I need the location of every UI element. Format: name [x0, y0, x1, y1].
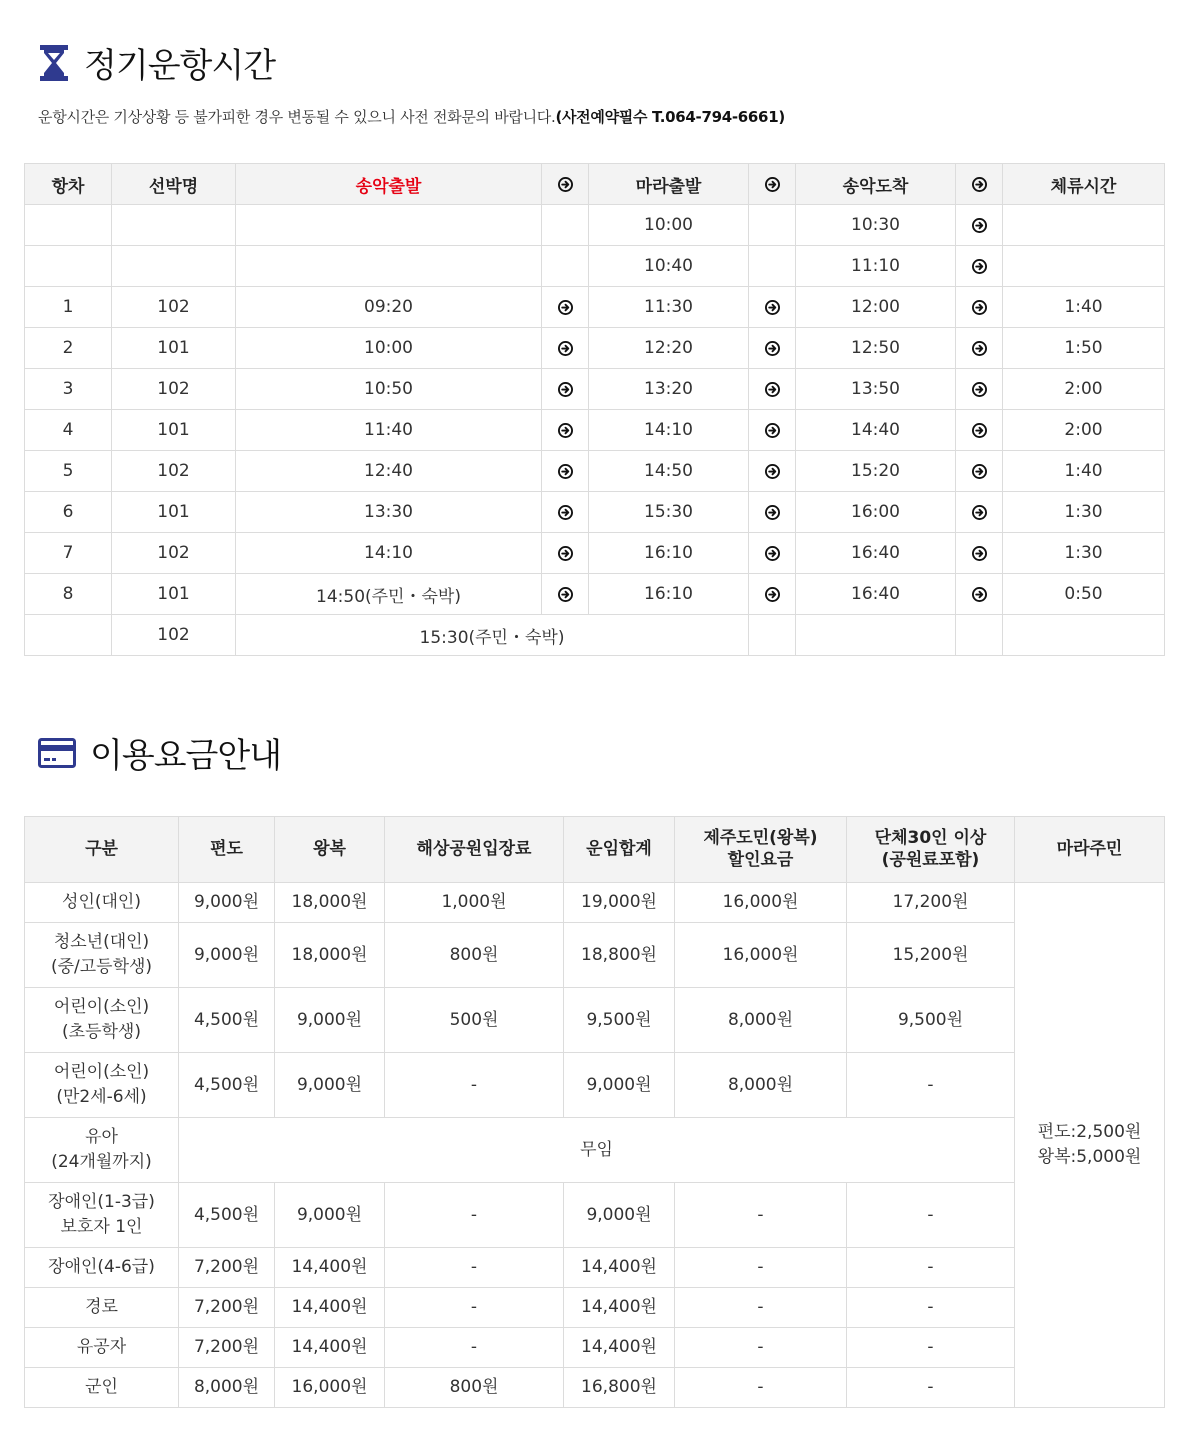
header-arrow-cell: [956, 164, 1003, 205]
resident-round: 왕복:5,000원: [1037, 1147, 1142, 1167]
total-cell: 9,000원: [564, 1183, 675, 1248]
arrow-right-circle-icon: [765, 423, 780, 438]
round-cell: 14,400원: [275, 1288, 385, 1328]
songak-depart-cell: 11:40: [236, 410, 542, 451]
park-fee-cell: 1,000원: [385, 883, 564, 923]
ship-cell: 101: [112, 328, 236, 369]
category-line1: 경로: [85, 1297, 118, 1318]
header-total: 운임합계: [564, 817, 675, 883]
jeju-cell: -: [675, 1368, 847, 1408]
jeju-cell: 8,000원: [675, 988, 847, 1053]
schedule-table: [24, 163, 1165, 656]
arrow-cell: [749, 246, 796, 287]
arrow-cell: [542, 533, 589, 574]
stay-cell: 1:30: [1003, 492, 1165, 533]
table-row: [25, 615, 1165, 656]
mara-depart-cell: 10:40: [589, 246, 749, 287]
category-cell: [25, 1053, 179, 1118]
table-row: [25, 883, 1165, 923]
mara-resident-fare-cell: [1015, 883, 1165, 1408]
ship-cell: 102: [112, 369, 236, 410]
trip-cell: [25, 205, 112, 246]
ship-cell: 101: [112, 410, 236, 451]
arrow-right-circle-icon: [972, 300, 987, 315]
category-line1: 어린이(소인): [53, 1062, 150, 1083]
songak-depart-cell: [236, 246, 542, 287]
jeju-cell: 16,000원: [675, 883, 847, 923]
table-row: [25, 451, 1165, 492]
jeju-cell: 8,000원: [675, 1053, 847, 1118]
arrow-cell: [956, 533, 1003, 574]
group-cell: -: [847, 1368, 1015, 1408]
arrow-cell: [542, 205, 589, 246]
oneway-cell: 8,000원: [179, 1368, 275, 1408]
mara-depart-cell: 15:30: [589, 492, 749, 533]
category-line1: 군인: [85, 1377, 118, 1398]
ship-cell: 102: [112, 615, 236, 656]
group-cell: 17,200원: [847, 883, 1015, 923]
songak-arrive-cell: 16:00: [796, 492, 956, 533]
arrow-cell: [749, 574, 796, 615]
table-row: [25, 1248, 1165, 1288]
arrow-cell: [956, 574, 1003, 615]
total-cell: 19,000원: [564, 883, 675, 923]
header-oneway: 편도: [179, 817, 275, 883]
header-songak-depart: 송악출발: [236, 164, 542, 205]
trip-cell: 7: [25, 533, 112, 574]
jeju-cell: 16,000원: [675, 923, 847, 988]
notice-text: 운항시간은 기상상황 등 불가피한 경우 변동될 수 있으니 사전 전화문의 바랍니다.: [38, 108, 556, 126]
songak-depart-cell: 09:20: [236, 287, 542, 328]
table-row: [25, 492, 1165, 533]
category-line1: 유아: [85, 1127, 118, 1148]
category-cell: [25, 1248, 179, 1288]
header-group: [847, 817, 1015, 883]
arrow-right-circle-icon: [558, 546, 573, 561]
arrow-right-circle-icon: [972, 259, 987, 274]
arrow-cell: [542, 492, 589, 533]
songak-depart-cell: [236, 205, 542, 246]
schedule-title: 정기운항시간: [84, 46, 276, 86]
arrow-cell: [956, 287, 1003, 328]
arrow-cell: [956, 205, 1003, 246]
arrow-cell: [542, 246, 589, 287]
arrow-cell: [749, 533, 796, 574]
fare-title: 이용요금안내: [90, 736, 282, 776]
table-row: [25, 1053, 1165, 1118]
arrow-cell: [542, 574, 589, 615]
stay-cell: 0:50: [1003, 574, 1165, 615]
category-line2: (만2세-6세): [56, 1087, 147, 1107]
songak-arrive-cell: 15:20: [796, 451, 956, 492]
round-cell: 9,000원: [275, 1053, 385, 1118]
schedule-section-title: [38, 38, 275, 87]
hourglass-icon: [38, 43, 70, 83]
round-cell: 9,000원: [275, 988, 385, 1053]
trip-cell: 3: [25, 369, 112, 410]
category-line1: 청소년(대인): [53, 932, 150, 953]
total-cell: 14,400원: [564, 1288, 675, 1328]
arrow-right-circle-icon: [765, 177, 780, 192]
park-fee-cell: 800원: [385, 1368, 564, 1408]
trip-cell: [25, 615, 112, 656]
table-row: [25, 1288, 1165, 1328]
arrow-cell: [956, 328, 1003, 369]
arrow-cell: [542, 451, 589, 492]
arrow-cell: [542, 369, 589, 410]
category-line1: 어린이(소인): [53, 997, 150, 1018]
arrow-right-circle-icon: [558, 587, 573, 602]
category-line1: 유공자: [76, 1337, 127, 1358]
category-line2: (초등학생): [62, 1022, 141, 1042]
header-mara-resident: 마라주민: [1015, 817, 1165, 883]
table-row: [25, 205, 1165, 246]
table-row: [25, 1328, 1165, 1368]
arrow-right-circle-icon: [765, 505, 780, 520]
category-cell: [25, 1328, 179, 1368]
ship-cell: 101: [112, 574, 236, 615]
songak-depart-cell: 14:10: [236, 533, 542, 574]
group-cell: 9,500원: [847, 988, 1015, 1053]
category-line1: 장애인(4-6급): [48, 1257, 155, 1278]
arrow-right-circle-icon: [972, 546, 987, 561]
arrow-cell: [749, 287, 796, 328]
arrow-right-circle-icon: [765, 300, 780, 315]
total-cell: 18,800원: [564, 923, 675, 988]
songak-arrive-cell: 12:50: [796, 328, 956, 369]
table-row: [25, 287, 1165, 328]
stay-cell: 2:00: [1003, 410, 1165, 451]
arrow-cell: [749, 205, 796, 246]
oneway-cell: 9,000원: [179, 883, 275, 923]
mara-depart-cell: 12:20: [589, 328, 749, 369]
table-row: [25, 533, 1165, 574]
park-fee-cell: -: [385, 1053, 564, 1118]
arrow-cell: [749, 410, 796, 451]
trip-cell: 6: [25, 492, 112, 533]
fare-table: [24, 816, 1165, 1408]
empty-cell: [796, 615, 956, 656]
arrow-right-circle-icon: [558, 300, 573, 315]
empty-cell: [956, 615, 1003, 656]
table-row: [25, 328, 1165, 369]
mara-depart-cell: 14:10: [589, 410, 749, 451]
ship-cell: 102: [112, 451, 236, 492]
arrow-right-circle-icon: [972, 382, 987, 397]
ship-cell: 102: [112, 287, 236, 328]
arrow-right-circle-icon: [558, 423, 573, 438]
header-songak-arrive: 송악도착: [796, 164, 956, 205]
arrow-right-circle-icon: [972, 587, 987, 602]
free-fare-cell: 무임: [179, 1118, 1015, 1183]
arrow-right-circle-icon: [558, 341, 573, 356]
reservation-phone: (사전예약필수 T.064-794-6661): [555, 108, 785, 126]
fare-section-title: [38, 728, 281, 777]
trip-cell: 8: [25, 574, 112, 615]
header-jeju-line2: 할인요금: [727, 849, 794, 870]
songak-arrive-cell: 16:40: [796, 574, 956, 615]
mara-depart-cell: 11:30: [589, 287, 749, 328]
songak-depart-cell: 14:50(주민・숙박): [236, 574, 542, 615]
arrow-right-circle-icon: [972, 218, 987, 233]
trip-cell: 4: [25, 410, 112, 451]
empty-cell: [1003, 615, 1165, 656]
table-row: [25, 1118, 1165, 1183]
round-cell: 18,000원: [275, 883, 385, 923]
table-row: [25, 988, 1165, 1053]
arrow-right-circle-icon: [558, 177, 573, 192]
category-line2: 보호자 1인: [60, 1217, 143, 1237]
arrow-cell: [749, 451, 796, 492]
songak-depart-cell: 10:00: [236, 328, 542, 369]
park-fee-cell: 800원: [385, 923, 564, 988]
category-cell: [25, 923, 179, 988]
group-cell: -: [847, 1183, 1015, 1248]
songak-depart-cell: 13:30: [236, 492, 542, 533]
round-cell: 16,000원: [275, 1368, 385, 1408]
category-cell: [25, 988, 179, 1053]
category-cell: [25, 1368, 179, 1408]
header-jeju-line1: 제주도민(왕복): [703, 828, 818, 849]
arrow-right-circle-icon: [972, 341, 987, 356]
header-group-line2: (공원료포함): [881, 849, 980, 870]
header-mara-depart: 마라출발: [589, 164, 749, 205]
oneway-cell: 7,200원: [179, 1288, 275, 1328]
ship-cell: [112, 205, 236, 246]
header-jeju-discount: [675, 817, 847, 883]
park-fee-cell: 500원: [385, 988, 564, 1053]
songak-depart-cell: 10:50: [236, 369, 542, 410]
mara-depart-cell: 14:50: [589, 451, 749, 492]
header-category: 구분: [25, 817, 179, 883]
songak-depart-cell: 15:30(주민・숙박): [236, 615, 749, 656]
table-row: [25, 410, 1165, 451]
total-cell: 9,000원: [564, 1053, 675, 1118]
stay-cell: 2:00: [1003, 369, 1165, 410]
empty-cell: [749, 615, 796, 656]
mara-depart-cell: 10:00: [589, 205, 749, 246]
songak-arrive-cell: 16:40: [796, 533, 956, 574]
category-line2: (중/고등학생): [50, 957, 153, 977]
arrow-right-circle-icon: [765, 464, 780, 479]
table-row: [25, 1183, 1165, 1248]
oneway-cell: 4,500원: [179, 988, 275, 1053]
stay-cell: 1:40: [1003, 287, 1165, 328]
category-cell: [25, 1183, 179, 1248]
arrow-right-circle-icon: [972, 177, 987, 192]
group-cell: -: [847, 1328, 1015, 1368]
credit-card-icon: [38, 738, 76, 768]
arrow-cell: [542, 410, 589, 451]
stay-cell: [1003, 246, 1165, 287]
arrow-cell: [749, 328, 796, 369]
arrow-right-circle-icon: [765, 546, 780, 561]
jeju-cell: -: [675, 1248, 847, 1288]
songak-arrive-cell: 14:40: [796, 410, 956, 451]
total-cell: 14,400원: [564, 1248, 675, 1288]
jeju-cell: -: [675, 1183, 847, 1248]
arrow-right-circle-icon: [558, 505, 573, 520]
ship-cell: 101: [112, 492, 236, 533]
jeju-cell: -: [675, 1288, 847, 1328]
arrow-right-circle-icon: [558, 382, 573, 397]
mara-depart-cell: 16:10: [589, 574, 749, 615]
mara-depart-cell: 13:20: [589, 369, 749, 410]
header-trip: 항차: [25, 164, 112, 205]
arrow-cell: [542, 328, 589, 369]
category-line1: 장애인(1-3급): [48, 1192, 155, 1213]
songak-arrive-cell: 13:50: [796, 369, 956, 410]
table-row: [25, 574, 1165, 615]
schedule-notice: [38, 106, 785, 127]
round-cell: 14,400원: [275, 1328, 385, 1368]
songak-arrive-cell: 10:30: [796, 205, 956, 246]
songak-arrive-cell: 11:10: [796, 246, 956, 287]
table-row: [25, 246, 1165, 287]
trip-cell: 1: [25, 287, 112, 328]
schedule-header-row: [25, 164, 1165, 205]
stay-cell: 1:40: [1003, 451, 1165, 492]
stay-cell: 1:30: [1003, 533, 1165, 574]
arrow-right-circle-icon: [972, 505, 987, 520]
category-line2: (24개월까지): [51, 1152, 152, 1172]
oneway-cell: 4,500원: [179, 1183, 275, 1248]
arrow-right-circle-icon: [558, 464, 573, 479]
arrow-cell: [749, 492, 796, 533]
park-fee-cell: -: [385, 1183, 564, 1248]
round-cell: 9,000원: [275, 1183, 385, 1248]
group-cell: -: [847, 1053, 1015, 1118]
fare-header-row: [25, 817, 1165, 883]
songak-arrive-cell: 12:00: [796, 287, 956, 328]
arrow-cell: [542, 287, 589, 328]
stay-cell: [1003, 205, 1165, 246]
oneway-cell: 7,200원: [179, 1248, 275, 1288]
arrow-right-circle-icon: [765, 382, 780, 397]
table-row: [25, 369, 1165, 410]
header-arrow-cell: [542, 164, 589, 205]
trip-cell: [25, 246, 112, 287]
group-cell: 15,200원: [847, 923, 1015, 988]
stay-cell: 1:50: [1003, 328, 1165, 369]
oneway-cell: 7,200원: [179, 1328, 275, 1368]
round-cell: 18,000원: [275, 923, 385, 988]
arrow-cell: [749, 369, 796, 410]
oneway-cell: 4,500원: [179, 1053, 275, 1118]
arrow-cell: [956, 246, 1003, 287]
total-cell: 16,800원: [564, 1368, 675, 1408]
total-cell: 9,500원: [564, 988, 675, 1053]
group-cell: -: [847, 1288, 1015, 1328]
ship-cell: [112, 246, 236, 287]
category-line1: 성인(대인): [62, 892, 141, 913]
table-row: [25, 923, 1165, 988]
header-ship: 선박명: [112, 164, 236, 205]
arrow-right-circle-icon: [972, 423, 987, 438]
mara-depart-cell: 16:10: [589, 533, 749, 574]
trip-cell: 5: [25, 451, 112, 492]
arrow-cell: [956, 410, 1003, 451]
park-fee-cell: -: [385, 1328, 564, 1368]
arrow-cell: [956, 369, 1003, 410]
header-park-fee: 해상공원입장료: [385, 817, 564, 883]
arrow-right-circle-icon: [972, 464, 987, 479]
arrow-cell: [956, 451, 1003, 492]
category-cell: [25, 1288, 179, 1328]
resident-oneway: 편도:2,500원: [1037, 1122, 1142, 1143]
park-fee-cell: -: [385, 1248, 564, 1288]
trip-cell: 2: [25, 328, 112, 369]
jeju-cell: -: [675, 1328, 847, 1368]
arrow-right-circle-icon: [765, 341, 780, 356]
songak-depart-cell: 12:40: [236, 451, 542, 492]
header-stay-time: 체류시간: [1003, 164, 1165, 205]
group-cell: -: [847, 1248, 1015, 1288]
park-fee-cell: -: [385, 1288, 564, 1328]
header-group-line1: 단체30인 이상: [874, 828, 987, 849]
category-cell: [25, 1118, 179, 1183]
header-arrow-cell: [749, 164, 796, 205]
arrow-cell: [956, 492, 1003, 533]
oneway-cell: 9,000원: [179, 923, 275, 988]
category-cell: [25, 883, 179, 923]
ship-cell: 102: [112, 533, 236, 574]
total-cell: 14,400원: [564, 1328, 675, 1368]
round-cell: 14,400원: [275, 1248, 385, 1288]
arrow-right-circle-icon: [765, 587, 780, 602]
header-round: 왕복: [275, 817, 385, 883]
table-row: [25, 1368, 1165, 1408]
